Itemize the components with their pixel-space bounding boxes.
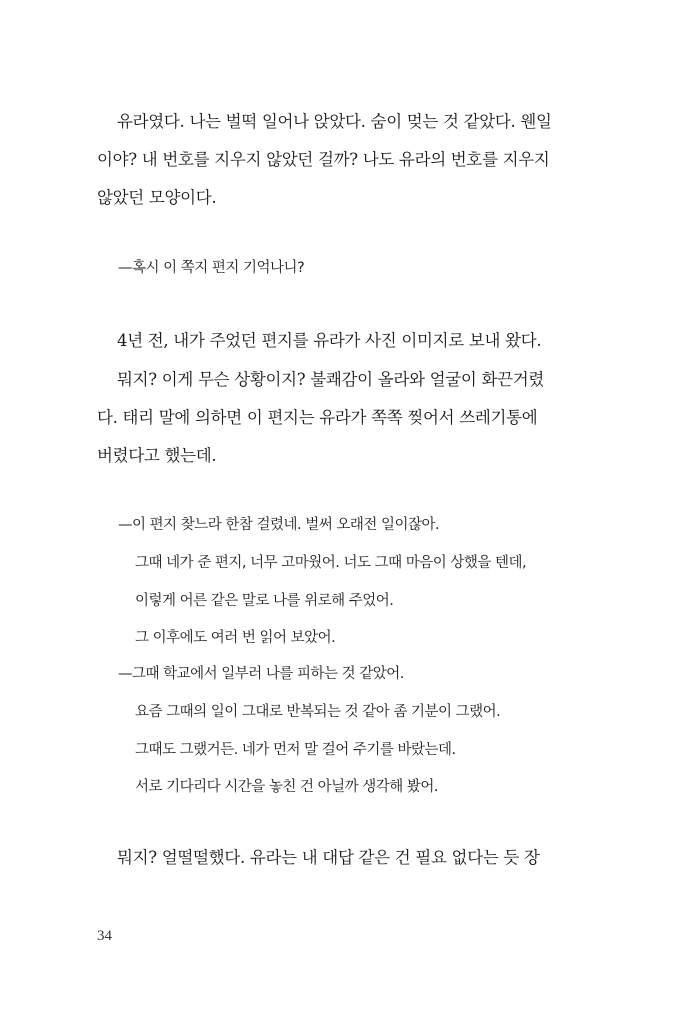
message-line: 이렇게 어른 같은 말로 나를 위로해 주었어.: [135, 593, 394, 609]
message-line: —이 편지 찾느라 한참 걸렸네. 벌써 오래전 일이잖아.: [118, 517, 440, 533]
text-line: 유라였다. 나는 벌떡 일어나 앉았다. 숨이 멎는 것 같았다. 웬일: [117, 112, 552, 131]
message-line: —혹시 이 쪽지 편지 기억나니?: [118, 260, 305, 276]
text-line: 버렸다고 했는데.: [97, 446, 217, 465]
text-line: 뭐지? 얼떨떨했다. 유라는 내 대답 같은 건 필요 없다는 듯 장: [117, 848, 540, 867]
text-line: 다. 태리 말에 의하면 이 편지는 유라가 쪽쪽 찢어서 쓰레기통에: [97, 408, 538, 427]
page-number: 34: [97, 928, 112, 944]
text-line: 4년 전, 내가 주었던 편지를 유라가 사진 이미지로 보내 왔다.: [117, 331, 542, 350]
message-line: 그 이후에도 여러 번 읽어 보았어.: [135, 630, 336, 646]
message-line: 서로 기다리다 시간을 놓친 건 아닐까 생각해 봤어.: [135, 779, 439, 795]
text-line: 이야? 내 번호를 지우지 않았던 걸까? 나도 유라의 번호를 지우지: [97, 150, 550, 169]
text-line: 뭐지? 이게 무슨 상황이지? 불쾌감이 올라와 얼굴이 화끈거렸: [117, 370, 545, 389]
text-line: 않았던 모양이다.: [97, 188, 217, 207]
message-line: 그때 네가 준 편지, 너무 고마웠어. 너도 그때 마음이 상했을 텐데,: [135, 555, 527, 571]
message-line: 요즘 그때의 일이 그대로 반복되는 것 같아 좀 기분이 그랬어.: [135, 704, 501, 720]
message-line: —그때 학교에서 일부러 나를 피하는 것 같았어.: [118, 666, 404, 682]
message-line: 그때도 그랬거든. 네가 먼저 말 걸어 주기를 바랐는데.: [135, 742, 456, 758]
